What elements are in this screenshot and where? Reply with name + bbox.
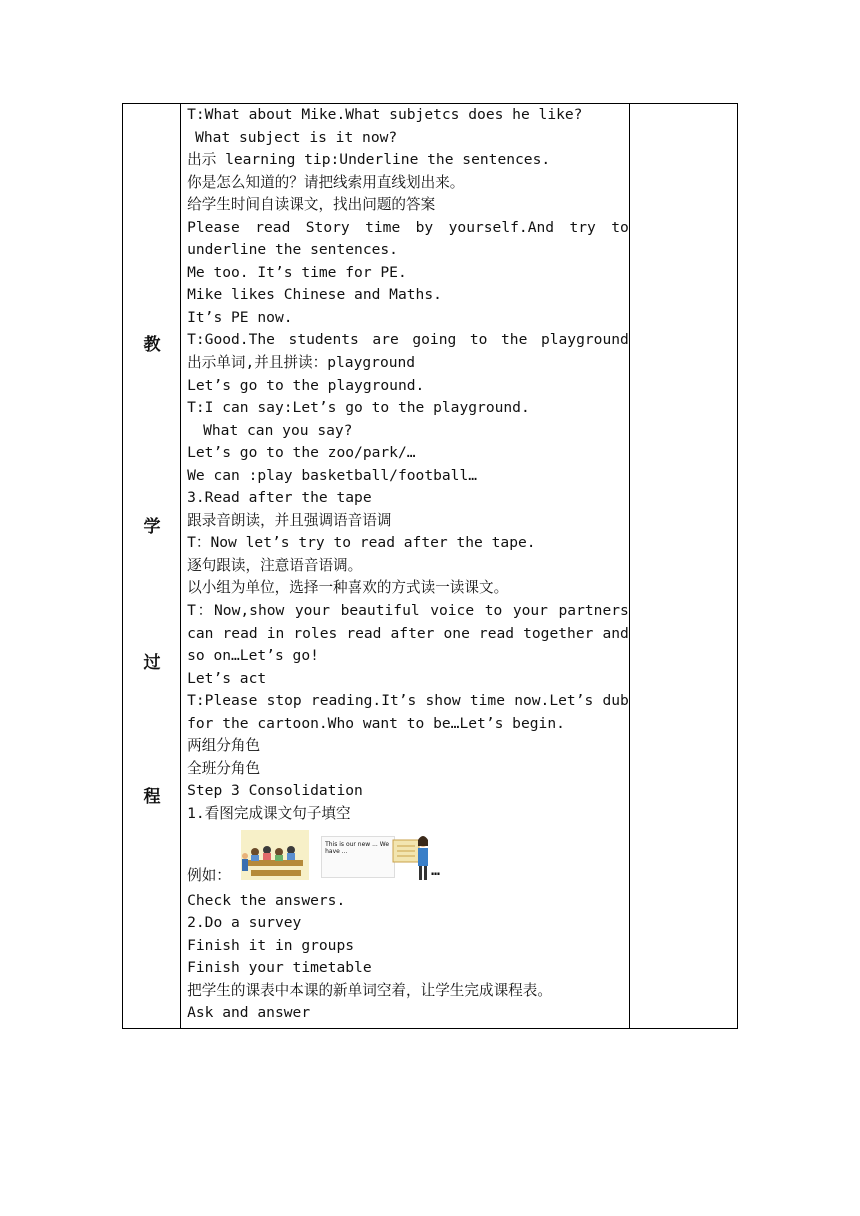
- procedure-line: What subject is it now?: [195, 128, 398, 146]
- notes-cell: [629, 104, 737, 1029]
- procedure-line: Finish your timetable: [187, 959, 372, 977]
- procedure-line: T：Now let’s try to read after the tape.: [187, 534, 536, 552]
- procedure-line: Let’s go to the playground.: [187, 376, 425, 394]
- procedure-line: Me too. It’s time for PE.: [187, 263, 407, 281]
- procedure-line: 你是怎么知道的？请把线索用直线划出来。: [187, 173, 465, 191]
- procedure-lines-after: [187, 890, 629, 1025]
- procedure-line: 两组分角色: [187, 737, 261, 755]
- procedure-line: T:I can say:Let’s go to the playground.: [187, 399, 530, 417]
- stage-label-char: 学: [143, 517, 161, 537]
- procedure-line: Step 3 Consolidation: [187, 782, 363, 800]
- procedure-line: Ask and answer: [187, 1004, 311, 1022]
- procedure-line: What can you say?: [203, 421, 353, 439]
- procedure-line: Please read Story time by yourself.And try to: [187, 218, 629, 236]
- example-row: [187, 826, 629, 890]
- procedure-lines: [187, 104, 629, 826]
- procedure-line: 跟录音朗读，并且强调语音语调: [187, 511, 392, 529]
- procedure-line: T：Now,show your beautiful voice to your partners: [187, 602, 629, 620]
- stage-label-char: 程: [143, 787, 161, 807]
- procedure-line: T:What about Mike.What subjetcs does he like?: [187, 106, 583, 123]
- procedure-line: 出示 learning tip:Underline the sentences.: [187, 151, 551, 169]
- procedure-line: T:Good.The students are going to the playground: [187, 331, 629, 349]
- procedure-line: 以小组为单位，选择一种喜欢的方式读一读课文。: [187, 579, 509, 597]
- procedure-line: underline the sentences.: [187, 241, 398, 259]
- procedure-line: 全班分角色: [187, 759, 261, 777]
- procedure-line: Check the answers.: [187, 891, 346, 909]
- procedure-line: 逐句跟读，注意语音语调。: [187, 556, 363, 574]
- procedure-line: Let’s go to the zoo/park/…: [187, 444, 416, 462]
- procedure-line: It’s PE now.: [187, 308, 293, 326]
- procedure-line: for the cartoon.Who want to be…Let’s begin.: [187, 714, 565, 732]
- procedure-line: can read in roles read after one read together and: [187, 624, 629, 642]
- procedure-line: so on…Let’s go!: [187, 647, 319, 665]
- procedure-line: We can :play basketball/football…: [187, 466, 478, 484]
- procedure-line: 把学生的课表中本课的新单词空着，让学生完成课程表。: [187, 981, 552, 999]
- classroom-illustration: [241, 830, 309, 880]
- speech-bubble-illustration: [321, 836, 395, 878]
- stage-label-cell: [123, 104, 181, 1029]
- procedure-line: Mike likes Chinese and Maths.: [187, 286, 442, 304]
- procedure-line: Let’s act: [187, 669, 267, 687]
- example-ellipsis: …: [431, 861, 440, 879]
- procedure-content-cell: [181, 104, 630, 1029]
- teacher-illustration: [391, 830, 431, 882]
- procedure-line: 1.看图完成课文句子填空: [187, 804, 351, 822]
- procedure-line: Finish it in groups: [187, 936, 355, 954]
- stage-label-char: 过: [143, 653, 161, 673]
- procedure-line: 出示单词,并且拼读：playground: [187, 354, 416, 372]
- lesson-plan-table: [122, 103, 738, 1029]
- example-label: 例如：: [187, 866, 231, 884]
- stage-label-char: 教: [143, 335, 161, 355]
- procedure-line: 3.Read after the tape: [187, 489, 372, 507]
- procedure-line: 给学生时间自读课文，找出问题的答案: [187, 196, 436, 214]
- speech-bubble-text: This is our new ... We have ...: [325, 840, 390, 855]
- procedure-line: T:Please stop reading.It’s show time now.Let’s dub: [187, 692, 629, 710]
- procedure-line: 2.Do a survey: [187, 914, 302, 932]
